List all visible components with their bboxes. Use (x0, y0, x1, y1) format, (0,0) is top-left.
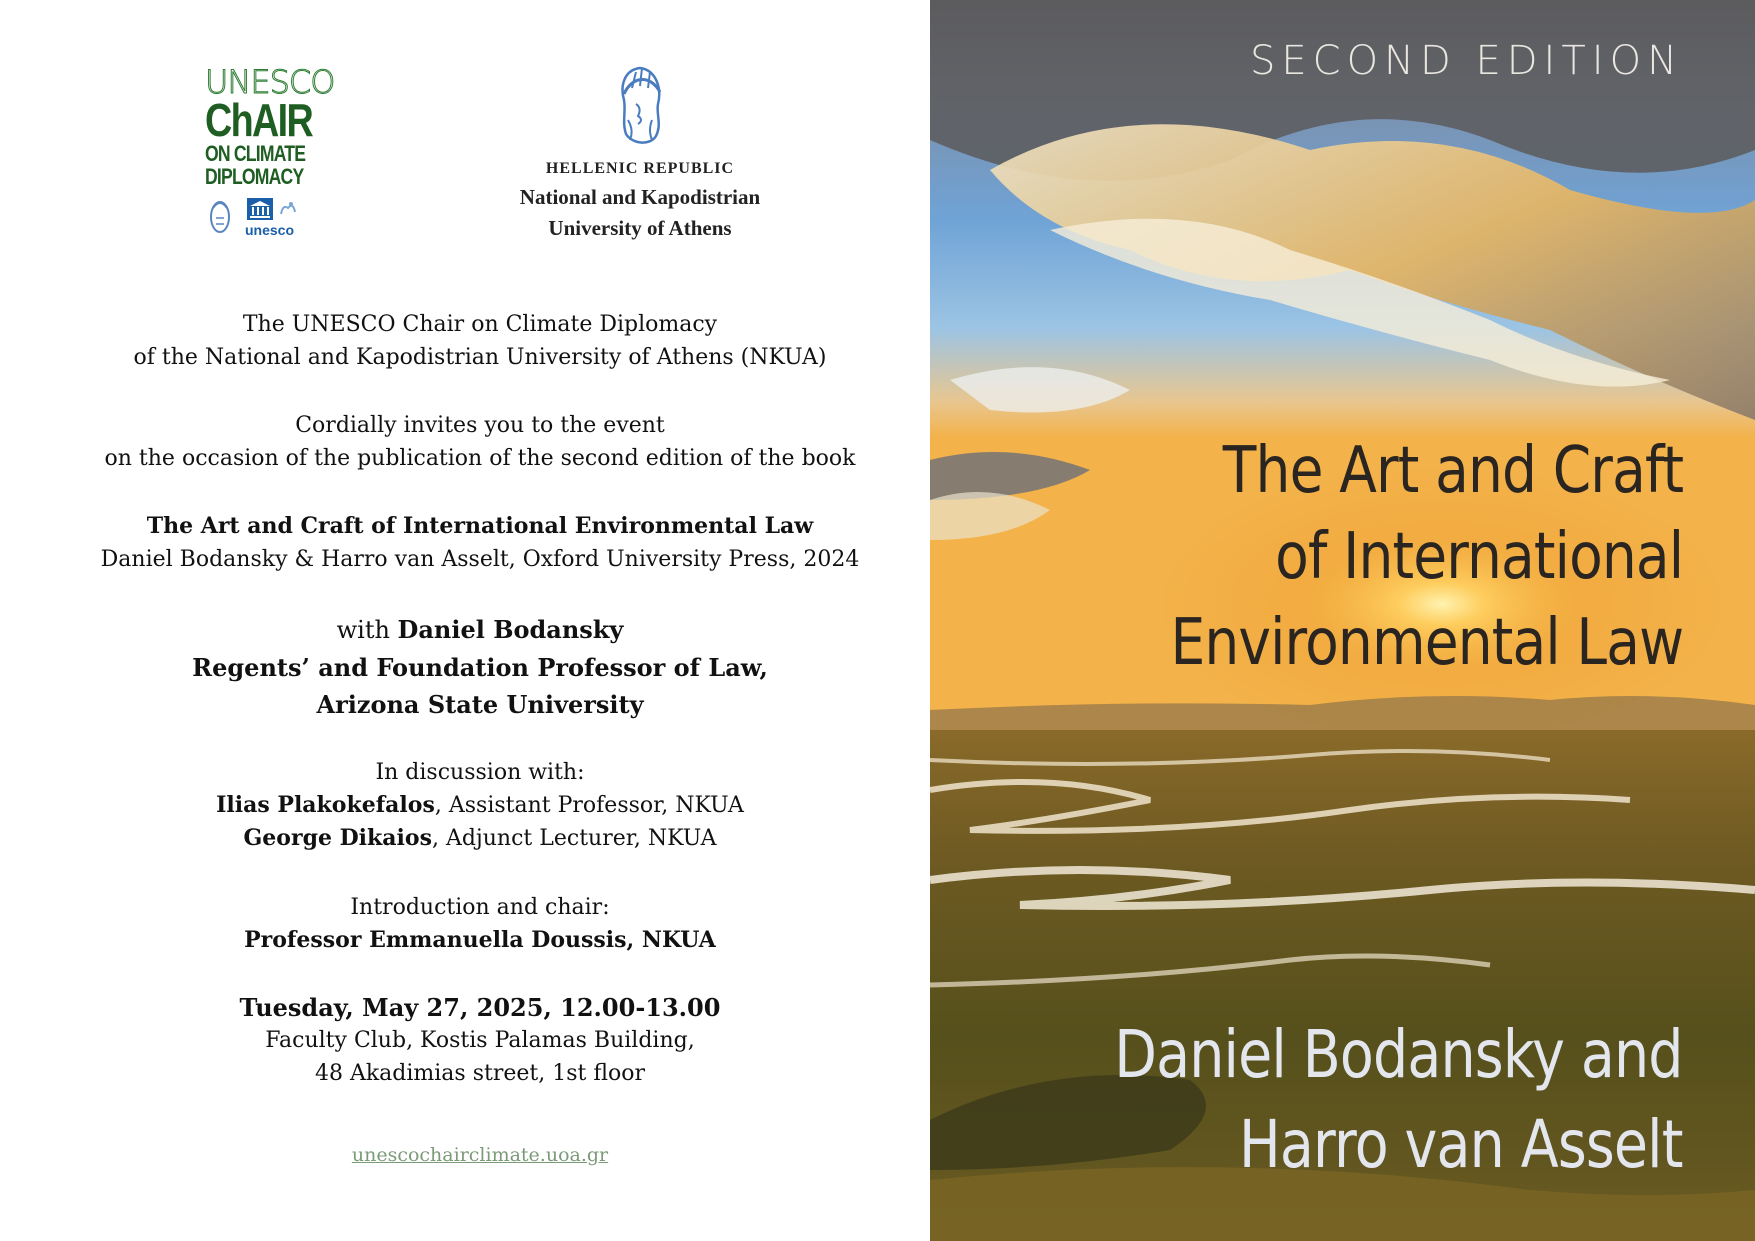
logo-diplomacy: DIPLOMACY (205, 164, 304, 189)
event-date-time: Tuesday, May 27, 2025, 12.00-13.00 (239, 993, 721, 1022)
logo-on-climate: ON CLIMATE (205, 141, 306, 166)
cover-edition: SECOND EDITION (1249, 38, 1683, 84)
cover-title (1170, 428, 1683, 686)
invite-line-1: Cordially invites you to the event (295, 413, 665, 438)
unesco-chair-logo (205, 63, 335, 246)
book-block (0, 510, 960, 576)
chair-name: Professor Emmanuella Doussis, NKUA (244, 927, 716, 953)
logo-chair-word: ChAIR (205, 94, 313, 146)
discussant-1-role: , Assistant Professor, NKUA (434, 793, 744, 818)
speaker-block (0, 611, 960, 723)
logo-unesco-small: unesco (245, 222, 295, 238)
nkua-name-line2: University of Athens (548, 216, 732, 240)
unesco-temple-icon (247, 198, 273, 220)
host-line-2: of the National and Kapodistrian University of Athens (NKUA) (133, 345, 827, 370)
nkua-republic-label: HELLENIC REPUBLIC (545, 160, 735, 177)
book-title: The Art and Craft of International Environmental Law (146, 513, 814, 539)
chair-block (0, 891, 960, 957)
venue-line-2: 48 Akadimias street, 1st floor (314, 1061, 646, 1086)
discussion-block (0, 756, 960, 855)
website-block (0, 1138, 960, 1172)
cover-title-line-2: of International (1274, 520, 1683, 594)
discussant-1 (0, 789, 960, 822)
host-block (0, 308, 960, 374)
nkua-name-line1: National and Kapodistrian (519, 185, 761, 209)
athena-head-icon (612, 64, 668, 148)
cover-authors (1115, 1010, 1683, 1190)
discussant-1-name: Ilias Plakokefalos (216, 792, 435, 818)
logo-unesco-word: UNESCO (205, 63, 335, 101)
discussion-label: In discussion with: (375, 760, 585, 785)
cover-author-line-1: Daniel Bodansky and (1114, 1016, 1683, 1093)
discussant-2 (0, 822, 960, 855)
website-link[interactable]: unescochairclimate.uoa.gr (351, 1144, 609, 1166)
cover-author-line-2: Harro van Asselt (1239, 1106, 1683, 1183)
discussant-2-role: , Adjunct Lecturer, NKUA (431, 826, 717, 851)
speaker-title-2: Arizona State University (316, 690, 644, 719)
unesco-emblems (205, 198, 305, 238)
host-line-1: The UNESCO Chair on Climate Diplomacy (242, 312, 718, 337)
cover-title-line-3: Environmental Law (1170, 606, 1683, 680)
venue-line-1: Faculty Club, Kostis Palamas Building, (265, 1028, 695, 1053)
speaker-title-1: Regents’ and Foundation Professor of Law, (192, 653, 768, 682)
nkua-logo (480, 64, 800, 244)
athena-head-icon (207, 198, 233, 236)
invite-block (0, 409, 960, 475)
speaker-line (0, 611, 960, 649)
speaker-prefix: with (336, 616, 398, 644)
invite-line-2: on the occasion of the publication of the second edition of the book (104, 446, 856, 471)
chair-emblem-icon (277, 198, 299, 220)
cover-title-line-1: The Art and Craft (1222, 434, 1683, 508)
datetime-venue-block (0, 991, 960, 1090)
speaker-name: Daniel Bodansky (397, 615, 624, 644)
discussant-2-name: George Dikaios (243, 825, 432, 851)
chair-label: Introduction and chair: (350, 895, 610, 920)
book-cover (930, 0, 1755, 1241)
book-details: Daniel Bodansky & Harro van Asselt, Oxford University Press, 2024 (100, 547, 860, 572)
